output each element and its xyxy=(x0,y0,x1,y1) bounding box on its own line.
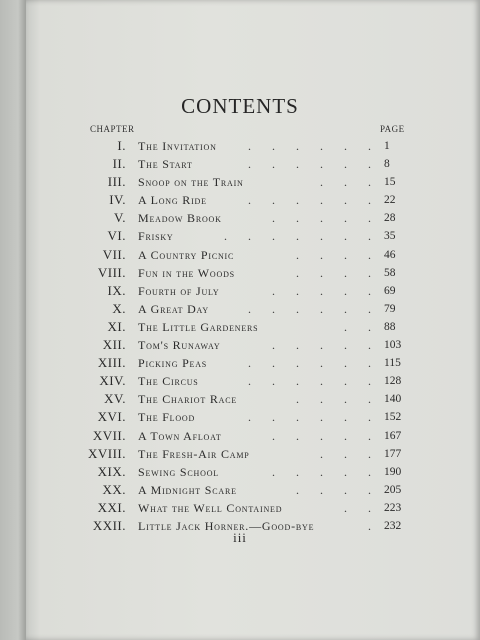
page-number: 205 xyxy=(384,483,402,496)
page-number: 35 xyxy=(384,230,396,243)
toc-entry xyxy=(0,191,480,209)
toc-entry xyxy=(0,173,480,191)
toc-entry xyxy=(0,209,480,227)
dot-leader: . . . . xyxy=(296,265,380,280)
dot-leader: . . . xyxy=(320,175,380,190)
toc-entry xyxy=(0,390,480,408)
page-number: 103 xyxy=(384,339,402,352)
chapter-number: XVII. xyxy=(92,427,126,443)
toc-entry xyxy=(0,372,480,390)
page-number: 8 xyxy=(384,158,390,171)
page-number: 177 xyxy=(384,447,402,460)
chapter-title: The Fresh-Air Camp xyxy=(138,446,250,461)
dot-leader: . . . . . xyxy=(272,283,380,298)
chapter-title: Picking Peas xyxy=(138,356,208,371)
chapter-number: XXI. xyxy=(97,499,126,515)
page-number: 232 xyxy=(384,519,402,532)
page-number: 190 xyxy=(384,465,402,478)
dot-leader: . . . . . xyxy=(272,338,380,353)
toc-entry xyxy=(0,463,480,481)
toc-entry xyxy=(0,427,480,445)
page-number: 22 xyxy=(384,194,396,207)
chapter-number: XV. xyxy=(104,391,126,407)
toc-entry xyxy=(0,246,480,264)
chapter-number: IX. xyxy=(107,282,126,298)
chapter-number: VII. xyxy=(102,246,126,262)
page-number: 152 xyxy=(384,411,402,424)
chapter-number: VI. xyxy=(107,228,126,244)
toc-entry xyxy=(0,499,480,517)
chapter-number: XIII. xyxy=(97,355,126,371)
page-number: 88 xyxy=(384,320,396,333)
toc-entry xyxy=(0,408,480,426)
dot-leader: . . . xyxy=(320,446,380,461)
chapter-title: Meadow Brook xyxy=(138,211,222,226)
toc-entry xyxy=(0,227,480,245)
dot-leader: . . . . . . xyxy=(248,157,380,172)
chapter-title: Fourth of July xyxy=(138,283,220,298)
chapter-title: A Midnight Scare xyxy=(138,482,237,497)
chapter-number: X. xyxy=(112,300,126,316)
chapter-title: A Country Picnic xyxy=(138,247,235,262)
page-number: 79 xyxy=(384,302,396,315)
chapter-number: VIII. xyxy=(97,264,126,280)
dot-leader: . . . . . . xyxy=(248,374,380,389)
toc-entry xyxy=(0,155,480,173)
dot-leader: . . . . . . xyxy=(248,356,380,371)
dot-leader: . . . . . . . xyxy=(224,229,380,244)
chapter-number: IV. xyxy=(109,192,126,208)
page-folio: iii xyxy=(233,530,247,545)
dot-leader: . . . . xyxy=(296,247,380,262)
dot-leader: . . . . . . xyxy=(248,193,380,208)
chapter-title: Tom's Runaway xyxy=(138,338,221,353)
chapter-number: I. xyxy=(117,138,126,153)
page-title: CONTENTS xyxy=(181,94,299,118)
chapter-number: III. xyxy=(107,174,126,190)
chapter-number: XXII. xyxy=(92,517,126,533)
page-column-header: PAGE xyxy=(380,124,405,134)
toc-entry xyxy=(0,445,480,463)
dot-leader: . . xyxy=(344,319,380,334)
chapter-title: Snoop on the Train xyxy=(138,175,244,190)
chapter-title: A Great Day xyxy=(138,301,209,316)
chapter-title: Fun in the Woods xyxy=(138,265,235,280)
dot-leader: . . . . xyxy=(296,482,380,497)
page-number: 69 xyxy=(384,284,396,297)
dot-leader: . . . . . xyxy=(272,464,380,479)
chapter-title: The Flood xyxy=(138,410,196,425)
page-number: 223 xyxy=(384,501,402,514)
page-number: 46 xyxy=(384,248,396,261)
toc-entry xyxy=(0,282,480,300)
chapter-title: The Circus xyxy=(138,374,199,389)
chapter-title: The Little Gardeners xyxy=(138,319,259,334)
chapter-title: Frisky xyxy=(138,229,174,244)
chapter-number: XIX. xyxy=(97,463,126,479)
chapter-title: The Start xyxy=(138,157,193,172)
dot-leader: . . . . . . xyxy=(248,139,380,153)
toc-entry xyxy=(0,336,480,354)
chapter-title: A Town Afloat xyxy=(138,428,222,443)
chapter-number: II. xyxy=(112,156,126,172)
toc-entry xyxy=(0,300,480,318)
chapter-title: What the Well Contained xyxy=(138,500,283,515)
dot-leader: . . . . xyxy=(296,392,380,407)
dot-leader: . xyxy=(368,518,380,533)
dot-leader: . . . . . . xyxy=(248,301,380,316)
page-number: 167 xyxy=(384,429,402,442)
toc-entry xyxy=(0,354,480,372)
toc-entry xyxy=(0,137,480,155)
chapter-number: XVIII. xyxy=(87,445,126,461)
chapter-number: XVI. xyxy=(97,409,126,425)
chapter-number: XX. xyxy=(102,481,126,497)
toc-entry xyxy=(0,481,480,499)
chapter-title: The Chariot Race xyxy=(138,392,238,407)
chapter-column-header: CHAPTER xyxy=(90,124,135,134)
chapter-number: XII. xyxy=(102,337,126,353)
chapter-number: XIV. xyxy=(99,373,126,389)
table-of-contents xyxy=(0,137,480,535)
toc-entry xyxy=(0,318,480,336)
chapter-number: V. xyxy=(114,210,126,226)
page-number: 58 xyxy=(384,266,396,279)
toc-entry xyxy=(0,264,480,282)
chapter-title: Little Jack Horner.—Good-bye xyxy=(138,518,315,533)
chapter-title: Sewing School xyxy=(138,464,219,479)
chapter-title: A Long Ride xyxy=(138,193,207,208)
dot-leader: . . xyxy=(344,500,380,515)
page-number: 1 xyxy=(384,140,390,152)
dot-leader: . . . . . xyxy=(272,428,380,443)
page-number: 115 xyxy=(384,357,401,370)
page-number: 15 xyxy=(384,176,396,189)
dot-leader: . . . . . xyxy=(272,211,380,226)
page-number: 140 xyxy=(384,393,402,406)
page-number: 28 xyxy=(384,212,396,225)
page-number: 128 xyxy=(384,375,402,388)
chapter-title: The Invitation xyxy=(138,139,217,153)
chapter-number: XI. xyxy=(107,318,126,334)
dot-leader: . . . . . . xyxy=(248,410,380,425)
